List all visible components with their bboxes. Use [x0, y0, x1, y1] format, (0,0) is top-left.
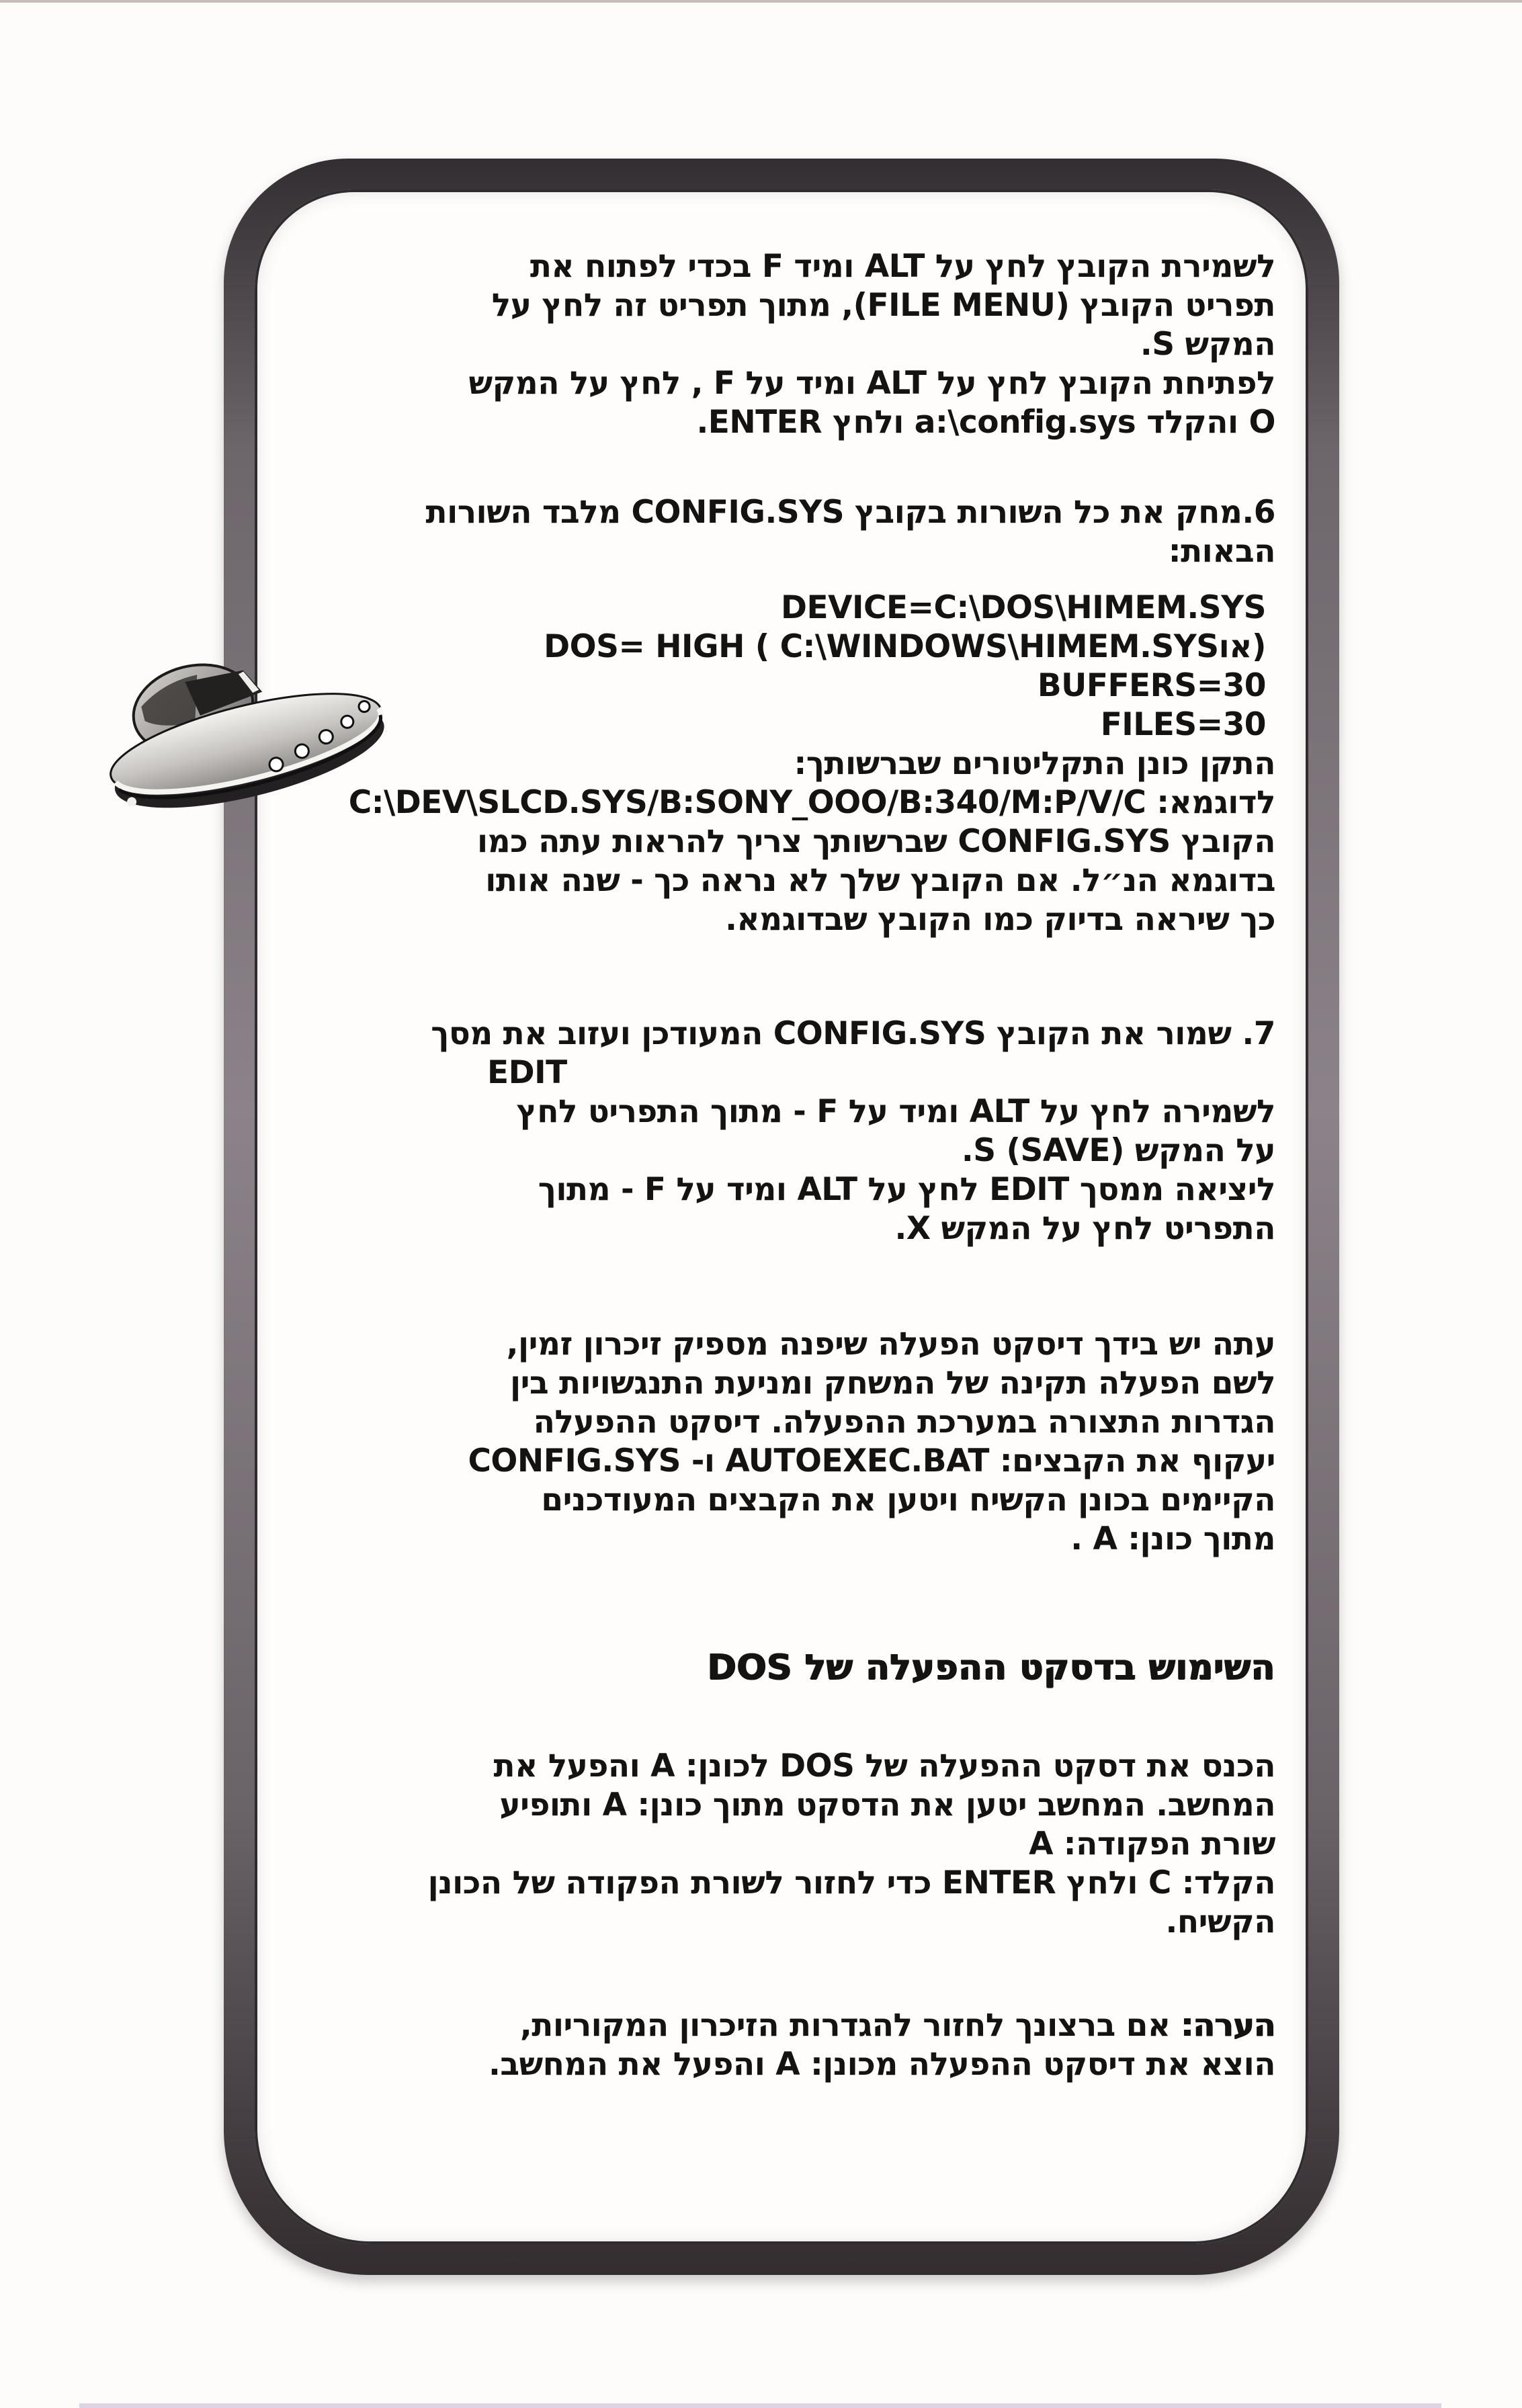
text-line: BUFFERS=30 — [1037, 667, 1266, 704]
step-6-paragraph — [316, 493, 1275, 571]
text-line: שורת הפקודה: A — [1029, 1825, 1275, 1862]
text-line: עתה יש בידך דיסקט הפעלה שיפנה מספיק זיכרון זמין, — [506, 1326, 1275, 1363]
edit-screen-label-line: EDIT — [487, 1054, 567, 1091]
text-line: לפתיחת הקובץ לחץ על ALT ומיד על F , לחץ על המקש — [468, 365, 1275, 402]
scan-artifact-top-strip — [0, 0, 1522, 3]
text-line: המחשב. המחשב יטען את הדסקט מתוך כונן: A ותופיע — [499, 1787, 1275, 1823]
text-line: מתוך כונן: A . — [1070, 1520, 1275, 1557]
text-line: DOS= HIGH ( C:\WINDOWS\HIMEM.SYSאו) — [544, 628, 1266, 665]
text-line: הקלד: C ולחץ ENTER כדי לחזור לשורת הפקודה של הכונן — [427, 1864, 1275, 1901]
text-line: כך שיראה בדיוק כמו הקובץ שבדוגמא. — [725, 901, 1275, 938]
note-first-line — [316, 2006, 1275, 2045]
dos-disk-usage-paragraph — [316, 1747, 1275, 1942]
text-line: הגדרות התצורה במערכת ההפעלה. דיסקט ההפעלה — [533, 1404, 1275, 1440]
text-line: הבאות: — [1168, 533, 1275, 570]
text-line: לשם הפעלה תקינה של המשחק ומניעת התנגשויות בין — [510, 1365, 1275, 1402]
ufo-flying-saucer-graphic — [99, 630, 390, 840]
dos-boot-disk-section-heading: השימוש בדסקט ההפעלה של DOS — [707, 1647, 1275, 1688]
text-line: יעקוף את הקבצים: AUTOEXEC.BAT ו- CONFIG.SYS — [468, 1443, 1275, 1479]
text-line: בדוגמא הנ״ל. אם הקובץ שלך לא נראה כך - שנה אותו — [485, 862, 1275, 899]
text-line: O והקלד a:\config.sys ולחץ ENTER. — [696, 404, 1275, 441]
step-6-continued-paragraph — [316, 744, 1275, 939]
note-paragraph — [316, 2006, 1275, 2084]
page-content — [252, 189, 1310, 2084]
step-7-rest-lines — [316, 1092, 1275, 1248]
text-line: לשמירה לחץ על ALT ומיד על F - מתוך התפריט לחץ — [516, 1093, 1275, 1130]
text-line: הקשיח. — [1165, 1903, 1275, 1940]
text-line: התקן כונן התקליטורים שברשותך: — [794, 745, 1275, 782]
scan-artifact-bottom-strip — [79, 2403, 1441, 2408]
text-line: DEVICE=C:\DOS\HIMEM.SYS — [781, 589, 1266, 626]
text-line: הקיימים בכונן הקשיח ויטען את הקבצים המעודכנים — [541, 1481, 1275, 1518]
note-line1-rest: אם ברצונך לחזור להגדרות הזיכרון המקוריות, — [519, 2007, 1181, 2044]
text-line: 7. שמור את הקובץ CONFIG.SYS המעודכן ועזוב את מסך — [431, 1015, 1275, 1052]
config-sys-code-block — [316, 589, 1275, 744]
note-label: הערה: — [1181, 2007, 1275, 2044]
text-line: על המקש (SAVE) S. — [961, 1132, 1275, 1169]
text-line: תפריט הקובץ (FILE MENU), מתוך תפריט זה לחץ על — [491, 287, 1275, 324]
text-line: לשמירת הקובץ לחץ על ALT ומיד F בכדי לפתוח את — [530, 248, 1275, 285]
text-line: הכנס את דסקט ההפעלה של DOS לכונן: A והפעל את — [493, 1748, 1275, 1784]
text-line: לדוגמא: C:\DEV\SLCD.SYS/B:SONY_OOO/B:340/M:P/V/C — [348, 784, 1275, 821]
intro-paragraph — [316, 247, 1275, 442]
boot-disk-info-paragraph — [316, 1325, 1275, 1559]
step-7-paragraph — [316, 1015, 1275, 1248]
text-line: המקש S. — [1140, 326, 1275, 363]
text-line: ליציאה ממסך EDIT לחץ על ALT ומיד על F - מתוך — [538, 1171, 1275, 1208]
text-line: הקובץ CONFIG.SYS שברשותך צריך להראות עתה כמו — [476, 823, 1275, 860]
text-line: FILES=30 — [1100, 706, 1266, 743]
text-line: התפריט לחץ על המקש X. — [894, 1210, 1275, 1247]
text-line: 6.מחק את כל השורות בקובץ CONFIG.SYS מלבד השורות — [425, 494, 1275, 531]
note-second-line: הוצא את דיסקט ההפעלה מכונן: A והפעל את המחשב. — [488, 2046, 1275, 2083]
